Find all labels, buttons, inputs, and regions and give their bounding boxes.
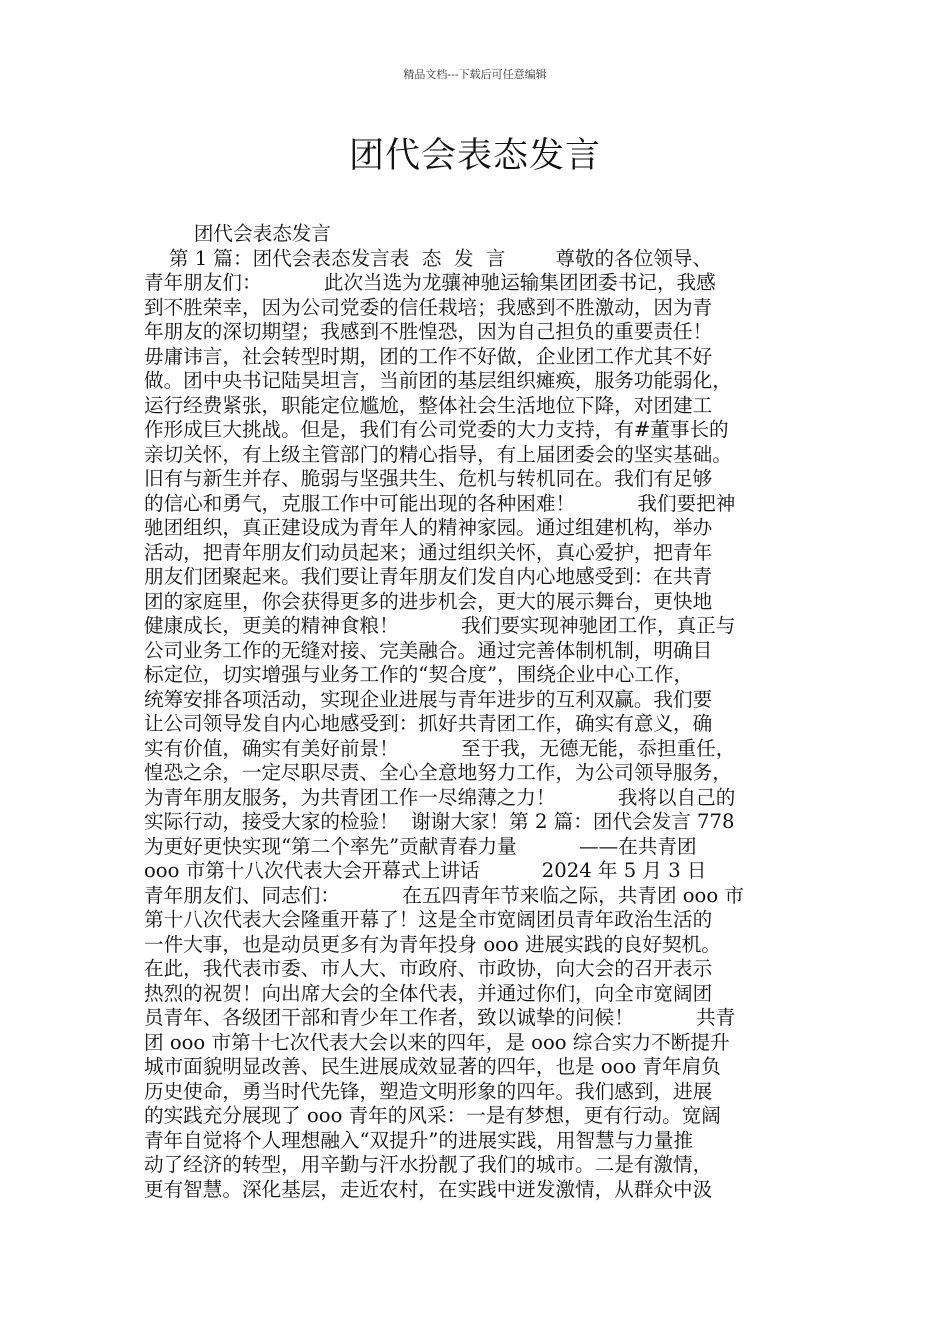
body-line: 标定位，切实增强与业务工作的“契合度”，围绕企业中心工作， [144,663,694,686]
body-line: 统筹安排各项活动，实现企业进展与青年进步的互利双赢。我们要 [144,687,713,711]
body-line: 年朋友的深切期望；我感到不胜惶恐，因为自己担负的重要责任！ [144,320,713,343]
body-line: 热烈的祝贺！向出席大会的全体代表，并通过你们，向全市宽阔团 [144,981,713,1005]
body-line: 为青年朋友服务，为共青团工作一尽绵薄之力！ 我将以自己的 [144,785,736,809]
body-line: 亲切关怀，有上级主管部门的精心指导，有上届团委会的坚实基础。 [144,442,732,466]
body-line: 青年自觉将个人理想融入“双提升”的进展实践，用智慧与力量推 [144,1128,694,1152]
body-line: 朋友们团聚起来。我们要让青年朋友们发自内心地感受到：在共青 [144,565,713,588]
body-line: 动了经济的转型，用辛勤与汗水扮靓了我们的城市。二是有激情， [144,1153,713,1176]
body-line: ooo 市第十八次代表大会开幕式上讲话 2024 年 5 月 3 日 [144,859,707,882]
page-header-note: 精品文档---下载后可任意编辑 [403,68,547,81]
body-line: 实有价值，确实有美好前景！ 至于我，无德无能，忝担重任， [144,736,736,760]
document-body [144,222,816,1202]
body-line: 的信心和勇气，克服工作中可能出现的各种困难！ 我们要把神 [144,491,736,515]
body-line: 员青年、各级团干部和青少年工作者，致以诚挚的问候！ 共青 [144,1006,736,1029]
body-line: 为更好更快实现“第二个率先”贡献青春力量 ——在共青团 [144,834,697,858]
body-line: 城市面貌明显改善、民生进展成效显著的四年，也是 ooo 青年肩负 [144,1055,721,1078]
body-line: 历史使命，勇当时代先锋，塑造文明形象的四年。我们感到，进展 [144,1079,713,1103]
body-line: 团的家庭里，你会获得更多的进步机会，更大的展示舞台，更快地 [144,589,713,613]
document-title: 团代会表态发言 [348,136,601,176]
body-line: 第 1 篇：团代会表态发言表 态 发 言 尊敬的各位领导、 [144,246,713,270]
body-line: 青年朋友们： 此次当选为龙骧神驰运输集团团委书记，我感 [144,271,716,294]
body-line: 到不胜荣幸，因为公司党委的信任栽培；我感到不胜激动，因为青 [144,295,713,319]
body-line: 青年朋友们、同志们： 在五四青年节来临之际，共青团 ooo 市 [144,883,744,907]
body-line: 活动，把青年朋友们动员起来；通过组织关怀，真心爱护，把青年 [144,540,713,564]
body-line: 团代会表态发言 [144,222,331,245]
body-line: 做。团中央书记陆昊坦言，当前团的基层组织瘫痪，服务功能弱化， [144,369,732,392]
body-line: 的实践充分展现了 ooo 青年的风采：一是有梦想，更有行动。宽阔 [144,1104,721,1127]
body-line: 毋庸讳言，社会转型时期，团的工作不好做，企业团工作尤其不好 [144,344,713,368]
body-line: 在此，我代表市委、市人大、市政府、市政协，向大会的召开表示 [144,957,713,980]
body-line: 更有智慧。深化基层，走近农村，在实践中迸发激情，从群众中汲 [144,1177,713,1201]
body-line: 让公司领导发自内心地感受到：抓好共青团工作，确实有意义，确 [144,712,713,735]
body-line: 运行经费紧张，职能定位尴尬，整体社会生活地位下降，对团建工 [144,393,713,417]
body-line: 健康成长，更美的精神食粮！ 我们要实现神驰团工作，真正与 [144,614,736,637]
body-line: 公司业务工作的无缝对接、完美融合。通过完善体制机制，明确目 [144,638,713,662]
body-line: 第十八次代表大会隆重开幕了！这是全市宽阔团员青年政治生活的 [144,908,713,931]
body-line: 一件大事，也是动员更多有为青年投身 ooo 进展实践的良好契机。 [144,932,721,956]
body-line: 作形成巨大挑战。但是，我们有公司党委的大力支持，有#董事长的 [144,418,729,441]
body-line: 实际行动，接受大家的检验！ 谢谢大家！第 2 篇：团代会发言 778 [144,810,735,833]
body-line: 旧有与新生并存、脆弱与坚强共生、危机与转机同在。我们有足够 [144,467,713,490]
body-line: 惶恐之余，一定尽职尽责、全心全意地努力工作，为公司领导服务， [144,761,732,784]
body-line: 驰团组织，真正建设成为青年人的精神家园。通过组建机构，举办 [144,516,713,539]
body-line: 团 ooo 市第十七次代表大会以来的四年，是 ooo 综合实力不断提升 [144,1030,730,1054]
